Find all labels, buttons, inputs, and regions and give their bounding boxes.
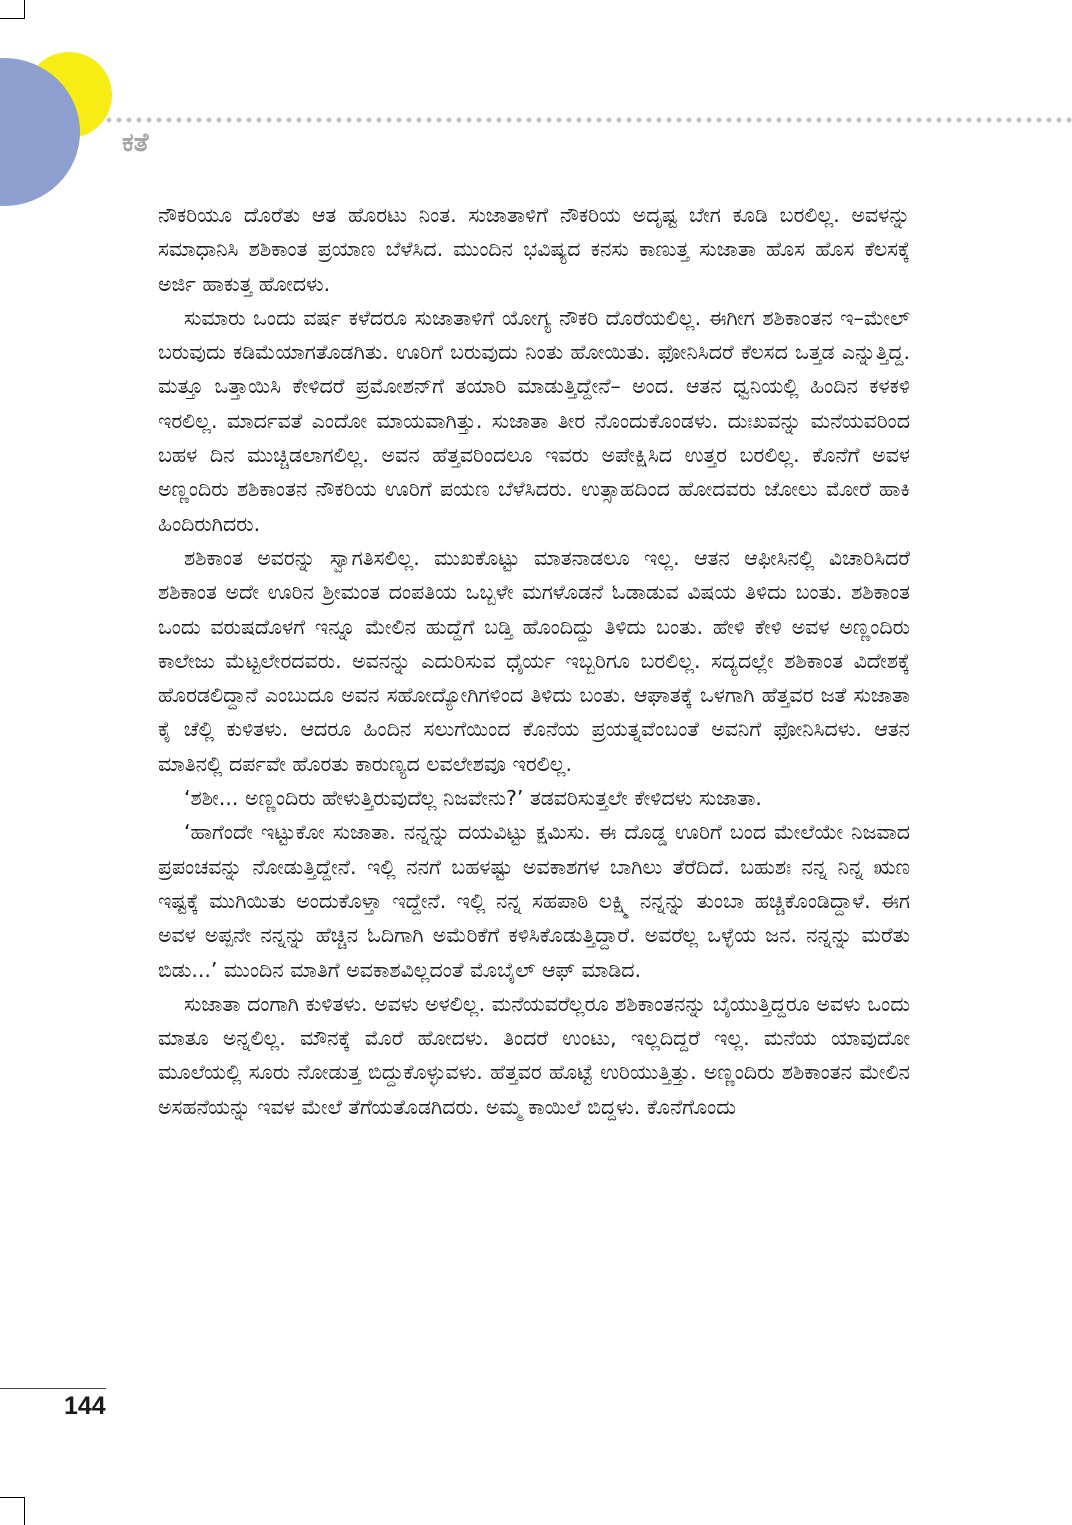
crop-mark-top-left-vertical (24, 0, 25, 18)
paragraph: ನೌಕರಿಯೂ ದೊರೆತು ಆತ ಹೊರಟು ನಿಂತ. ಸುಜಾತಾಳಿಗೆ ನೌಕರಿಯ ಅದೃಷ್ಟ ಬೇಗ ಕೂಡಿ ಬರಲಿಲ್ಲ. ಅವಳನ್ನು ಸಮಾಧಾನಿಸಿ ಶಶಿಕಾಂತ ಪ್ರಯಾಣ ಬೆಳೆಸಿದ. ಮುಂದಿನ ಭವಿಷ್ಯದ ಕನಸು ಕಾಣುತ್ತ ಸುಜಾತಾ ಹೊಸ ಹೊಸ ಕೆಲಸಕ್ಕೆ ಅರ್ಜಿ ಹಾಕುತ್ತ ಹೋದಳು. (158, 203, 910, 296)
paragraph: ಶಶಿಕಾಂತ ಅವರನ್ನು ಸ್ವಾಗತಿಸಲಿಲ್ಲ. ಮುಖಕೊಟ್ಟು ಮಾತನಾಡಲೂ ಇಲ್ಲ. ಆತನ ಆಫೀಸಿನಲ್ಲಿ ವಿಚಾರಿಸಿದರೆ ಶಶಿಕಾಂತ ಅದೇ ಊರಿನ ಶ್ರೀಮಂತ ದಂಪತಿಯ ಒಬ್ಬಳೇ ಮಗಳೊಡನೆ ಓಡಾಡುವ ವಿಷಯ ತಿಳಿದು ಬಂತು. ಶಶಿಕಾಂತ ಒಂದು ವರುಷದೊಳಗೆ ಇನ್ನೂ ಮೇಲಿನ ಹುದ್ದೆಗೆ ಬಡ್ತಿ ಹೊಂದಿದ್ದು ತಿಳಿದು ಬಂತು. ಹೇಳಿ ಕೇಳಿ ಅವಳ ಅಣ್ಣಂದಿರು ಕಾಲೇಜು ಮೆಟ್ಟಲೇರದವರು. ಅವನನ್ನು ಎದುರಿಸುವ ಧೈರ್ಯ ಇಬ್ಬರಿಗೂ ಬರಲಿಲ್ಲ. ಸದ್ಯದಲ್ಲೇ ಶಶಿಕಾಂತ ವಿದೇಶಕ್ಕೆ ಹೊರಡಲಿದ್ದಾನೆ ಎಂಬುದೂ ಅವನ ಸಹೋದ್ಯೋಗಿಗಳಿಂದ ತಿಳಿದು ಬಂತು. ಆಘಾತಕ್ಕೆ ಒಳಗಾಗಿ ಹೆತ್ತವರ ಜತೆ ಸುಜಾತಾ ಕೈ ಚೆಲ್ಲಿ ಕುಳಿತಳು. ಆದರೂ ಹಿಂದಿನ ಸಲುಗೆಯಿಂದ ಕೊನೆಯ ಪ್ರಯತ್ನವೆಂಬಂತೆ ಅವನಿಗೆ ಫೋನಿಸಿದಳು. ಆತನ ಮಾತಿನಲ್ಲಿ ದರ್ಪವೇ ಹೊರತು ಕಾರುಣ್ಯದ ಲವಲೇಶವೂ ಇರಲಿಲ್ಲ. (158, 545, 910, 776)
paragraph: ಸುಜಾತಾ ದಂಗಾಗಿ ಕುಳಿತಳು. ಅವಳು ಅಳಲಿಲ್ಲ. ಮನೆಯವರೆಲ್ಲರೂ ಶಶಿಕಾಂತನನ್ನು ಬೈಯುತ್ತಿದ್ದರೂ ಅವಳು ಒಂದು ಮಾತೂ ಅನ್ನಲಿಲ್ಲ. ಮೌನಕ್ಕೆ ಮೊರೆ ಹೋದಳು. ತಿಂದರೆ ಉಂಟು, ಇಲ್ಲದಿದ್ದರೆ ಇಲ್ಲ. ಮನೆಯ ಯಾವುದೋ ಮೂಲೆಯಲ್ಲಿ ಸೂರು ನೋಡುತ್ತ ಬಿದ್ದುಕೊಳ್ಳುವಳು. ಹೆತ್ತವರ ಹೊಟ್ಟೆ ಉರಿಯುತ್ತಿತ್ತು. ಅಣ್ಣಂದಿರು ಶಶಿಕಾಂತನ ಮೇಲಿನ ಅಸಹನೆಯನ್ನು ಇವಳ ಮೇಲೆ ತೆಗೆಯತೊಡಗಿದರು. ಅಮ್ಮ ಕಾಯಿಲೆ ಬಿದ್ದಳು. ಕೊನೆಗೊಂದು (158, 991, 910, 1119)
paragraph: ‘ಶಶೀ... ಅಣ್ಣಂದಿರು ಹೇಳುತ್ತಿರುವುದೆಲ್ಲ ನಿಜವೇನು?’ ತಡವರಿಸುತ್ತಲೇ ಕೇಳಿದಳು ಸುಜಾತಾ. (184, 786, 762, 811)
body-text (158, 198, 910, 1124)
dotted-header-rule (104, 116, 1072, 124)
crop-mark-top-left-horizontal (0, 18, 25, 19)
page-number-rule (0, 1388, 106, 1389)
section-label: ಕತೆ (122, 128, 149, 158)
crop-mark-bottom-left-vertical (24, 1497, 25, 1525)
paragraph: ‘ಹಾಗೆಂದೇ ಇಟ್ಟುಕೋ ಸುಜಾತಾ. ನನ್ನನ್ನು ದಯವಿಟ್ಟು ಕ್ಷಮಿಸು. ಈ ದೊಡ್ಡ ಊರಿಗೆ ಬಂದ ಮೇಲೆಯೇ ನಿಜವಾದ ಪ್ರಪಂಚವನ್ನು ನೋಡುತ್ತಿದ್ದೇನೆ. ಇಲ್ಲಿ ನನಗೆ ಬಹಳಷ್ಟು ಅವಕಾಶಗಳ ಬಾಗಿಲು ತೆರೆದಿದೆ. ಬಹುಶಃ ನನ್ನ ನಿನ್ನ ಋಣ ಇಷ್ಟಕ್ಕೆ ಮುಗಿಯಿತು ಅಂದುಕೊಳ್ತಾ ಇದ್ದೇನೆ. ಇಲ್ಲಿ ನನ್ನ ಸಹಪಾಠಿ ಲಕ್ಷ್ಮಿ ನನ್ನನ್ನು ತುಂಬಾ ಹಚ್ಚಿಕೊಂಡಿದ್ದಾಳೆ. ಈಗ ಅವಳ ಅಪ್ಪನೇ ನನ್ನನ್ನು ಹೆಚ್ಚಿನ ಓದಿಗಾಗಿ ಅಮೆರಿಕೆಗೆ ಕಳಿಸಿಕೊಡುತ್ತಿದ್ದಾರೆ. ಅವರೆಲ್ಲ ಒಳ್ಳೆಯ ಜನ. ನನ್ನನ್ನು ಮರೆತು ಬಿಡು...’ ಮುಂದಿನ ಮಾತಿಗೆ ಅವಕಾಶವಿಲ್ಲದಂತೆ ಮೊಬೈಲ್ ಆಫ್ ಮಾಡಿದ. (158, 820, 910, 982)
page-number: 144 (64, 1392, 106, 1420)
paragraph: ಸುಮಾರು ಒಂದು ವರ್ಷ ಕಳೆದರೂ ಸುಜಾತಾಳಿಗೆ ಯೋಗ್ಯ ನೌಕರಿ ದೊರೆಯಲಿಲ್ಲ. ಈಗೀಗ ಶಶಿಕಾಂತನ ಇ–ಮೇಲ್ ಬರುವುದು ಕಡಿಮೆಯಾಗತೊಡಗಿತು. ಊರಿಗೆ ಬರುವುದು ನಿಂತು ಹೋಯಿತು. ಫೋನಿಸಿದರೆ ಕೆಲಸದ ಒತ್ತಡ ಎನ್ನುತ್ತಿದ್ದ. ಮತ್ತೂ ಒತ್ತಾಯಿಸಿ ಕೇಳಿದರೆ ಪ್ರಮೋಶನ್‌ಗೆ ತಯಾರಿ ಮಾಡುತ್ತಿದ್ದೇನೆ– ಅಂದ. ಆತನ ಧ್ವನಿಯಲ್ಲಿ ಹಿಂದಿನ ಕಳಕಳಿ ಇರಲಿಲ್ಲ. ಮಾರ್ದವತೆ ಎಂದೋ ಮಾಯವಾಗಿತ್ತು. ಸುಜಾತಾ ತೀರ ನೊಂದುಕೊಂಡಳು. ದುಃಖವನ್ನು ಮನೆಯವರಿಂದ ಬಹಳ ದಿನ ಮುಚ್ಚಿಡಲಾಗಲಿಲ್ಲ. ಅವನ ಹೆತ್ತವರಿಂದಲೂ ಇವರು ಅಪೇಕ್ಷಿಸಿದ ಉತ್ತರ ಬರಲಿಲ್ಲ. ಕೊನೆಗೆ ಅವಳ ಅಣ್ಣಂದಿರು ಶಶಿಕಾಂತನ ನೌಕರಿಯ ಊರಿಗೆ ಪಯಣ ಬೆಳೆಸಿದರು. ಉತ್ಸಾಹದಿಂದ ಹೋದವರು ಜೋಲು ಮೋರೆ ಹಾಕಿ ಹಿಂದಿರುಗಿದರು. (158, 305, 910, 536)
crop-mark-bottom-left-horizontal (0, 1497, 25, 1498)
